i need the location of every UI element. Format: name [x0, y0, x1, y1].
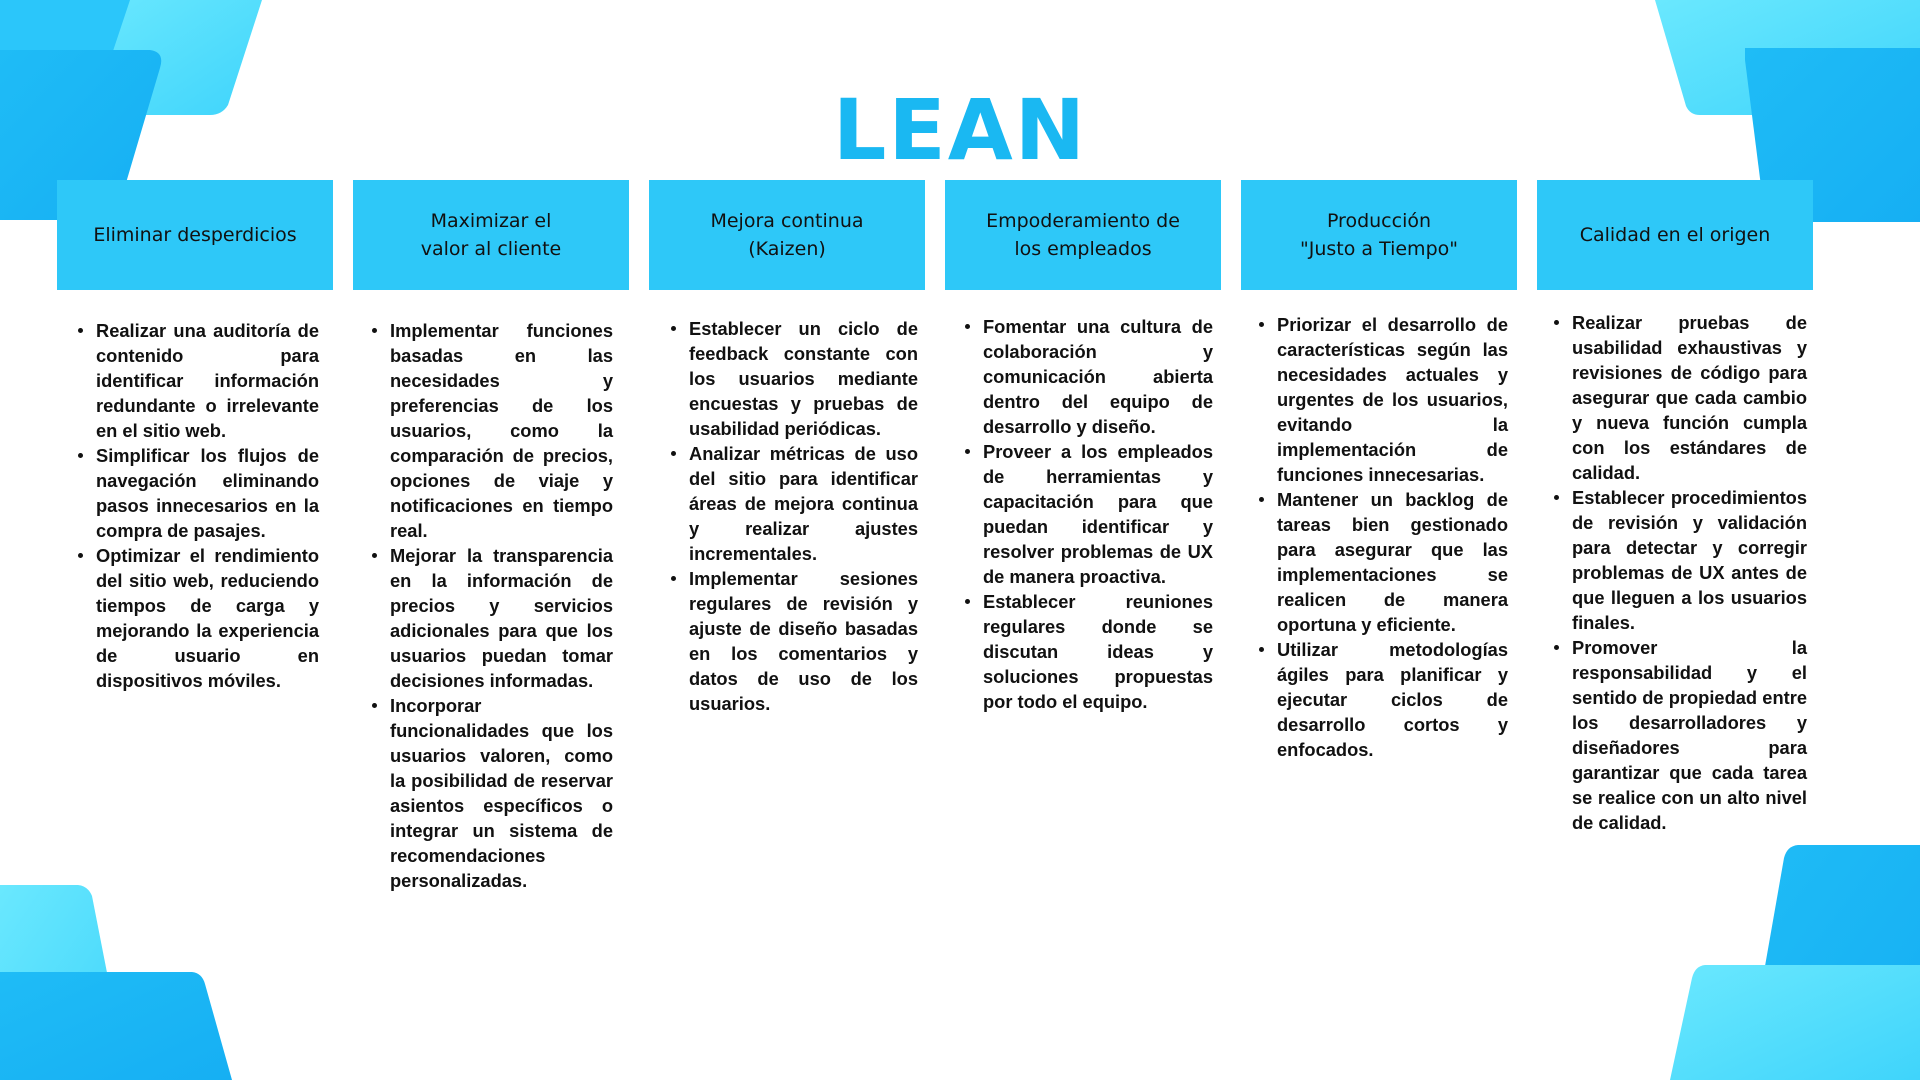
list-item: Proveer a los empleados de herramientas y capacitación para que puedan identificar y resolver problemas de UX de manera proactiva. — [965, 439, 1213, 589]
list-item: Establecer un ciclo de feedback constante con los usuarios mediante encuestas y pruebas de usabilidad periódicas. — [671, 316, 918, 441]
column-header-empoderamiento — [945, 180, 1221, 290]
bullet-list-calidad-origen — [1554, 310, 1807, 835]
list-item: Mejorar la transparencia en la información de precios y servicios adicionales para que los usuarios puedan tomar decisiones informadas. — [372, 543, 613, 693]
column-header-produccion-jit — [1241, 180, 1517, 290]
bottom-right-shape — [1670, 845, 1920, 1080]
list-item: Analizar métricas de uso del sitio para identificar áreas de mejora continua y realizar ajustes incrementales. — [671, 441, 918, 566]
column-header-label: Empoderamiento de los empleados — [986, 210, 1180, 260]
bullet-list-produccion-jit — [1259, 312, 1508, 762]
list-item: Simplificar los flujos de navegación eliminando pasos innecesarios en la compra de pasajes. — [78, 443, 319, 543]
list-item: Realizar pruebas de usabilidad exhaustivas y revisiones de código para asegurar que cada cambio y nueva función cumpla con los estándares de calidad. — [1554, 310, 1807, 485]
list-item: Implementar funciones basadas en las necesidades y preferencias de los usuarios, como la comparación de precios, opciones de viaje y notificaciones en tiempo real. — [372, 318, 613, 543]
list-item: Optimizar el rendimiento del sitio web, reduciendo tiempos de carga y mejorando la experiencia de usuario en dispositivos móviles. — [78, 543, 319, 693]
list-item: Priorizar el desarrollo de características según las necesidades actuales y urgentes de los usuarios, evitando la implementación de funciones innecesarias. — [1259, 312, 1508, 487]
list-item: Fomentar una cultura de colaboración y comunicación abierta dentro del equipo de desarrollo y diseño. — [965, 314, 1213, 439]
bullet-list-maximizar-valor — [372, 318, 613, 893]
bullet-list-mejora-continua — [671, 316, 918, 716]
bullet-list-eliminar-desperdicios — [78, 318, 319, 693]
bottom-left-shape — [0, 885, 232, 1080]
page-title: LEAN — [832, 81, 1088, 179]
column-header-label: Eliminar desperdicios — [93, 224, 297, 246]
list-item: Realizar una auditoría de contenido para identificar información redundante o irrelevante en el sitio web. — [78, 318, 319, 443]
column-header-label: Maximizar el valor al cliente — [420, 210, 562, 260]
column-header-maximizar-valor — [353, 180, 629, 290]
column-header-label: Mejora continua (Kaizen) — [710, 210, 864, 260]
column-header-label: Calidad en el origen — [1579, 224, 1771, 246]
column-header-calidad-origen — [1537, 180, 1813, 290]
column-header-eliminar-desperdicios — [57, 180, 333, 290]
list-item: Utilizar metodologías ágiles para planificar y ejecutar ciclos de desarrollo cortos y enfocados. — [1259, 637, 1508, 762]
bullet-list-empoderamiento — [965, 314, 1213, 714]
list-item: Establecer procedimientos de revisión y validación para detectar y corregir problemas de UX antes de que lleguen a los usuarios finales. — [1554, 485, 1807, 635]
list-item: Promover la responsabilidad y el sentido de propiedad entre los desarrolladores y diseñadores para garantizar que cada tarea se realice con un alto nivel de calidad. — [1554, 635, 1807, 835]
list-item: Incorporar funcionalidades que los usuarios valoren, como la posibilidad de reservar asientos específicos o integrar un sistema de recomendaciones personalizadas. — [372, 693, 613, 893]
column-header-label: Producción "Justo a Tiempo" — [1299, 210, 1458, 260]
list-item: Mantener un backlog de tareas bien gestionado para asegurar que las implementaciones se realicen de manera oportuna y eficiente. — [1259, 487, 1508, 637]
list-item: Establecer reuniones regulares donde se discutan ideas y soluciones propuestas por todo el equipo. — [965, 589, 1213, 714]
list-item: Implementar sesiones regulares de revisión y ajuste de diseño basadas en los comentarios y datos de uso de los usuarios. — [671, 566, 918, 716]
column-header-mejora-continua — [649, 180, 925, 290]
